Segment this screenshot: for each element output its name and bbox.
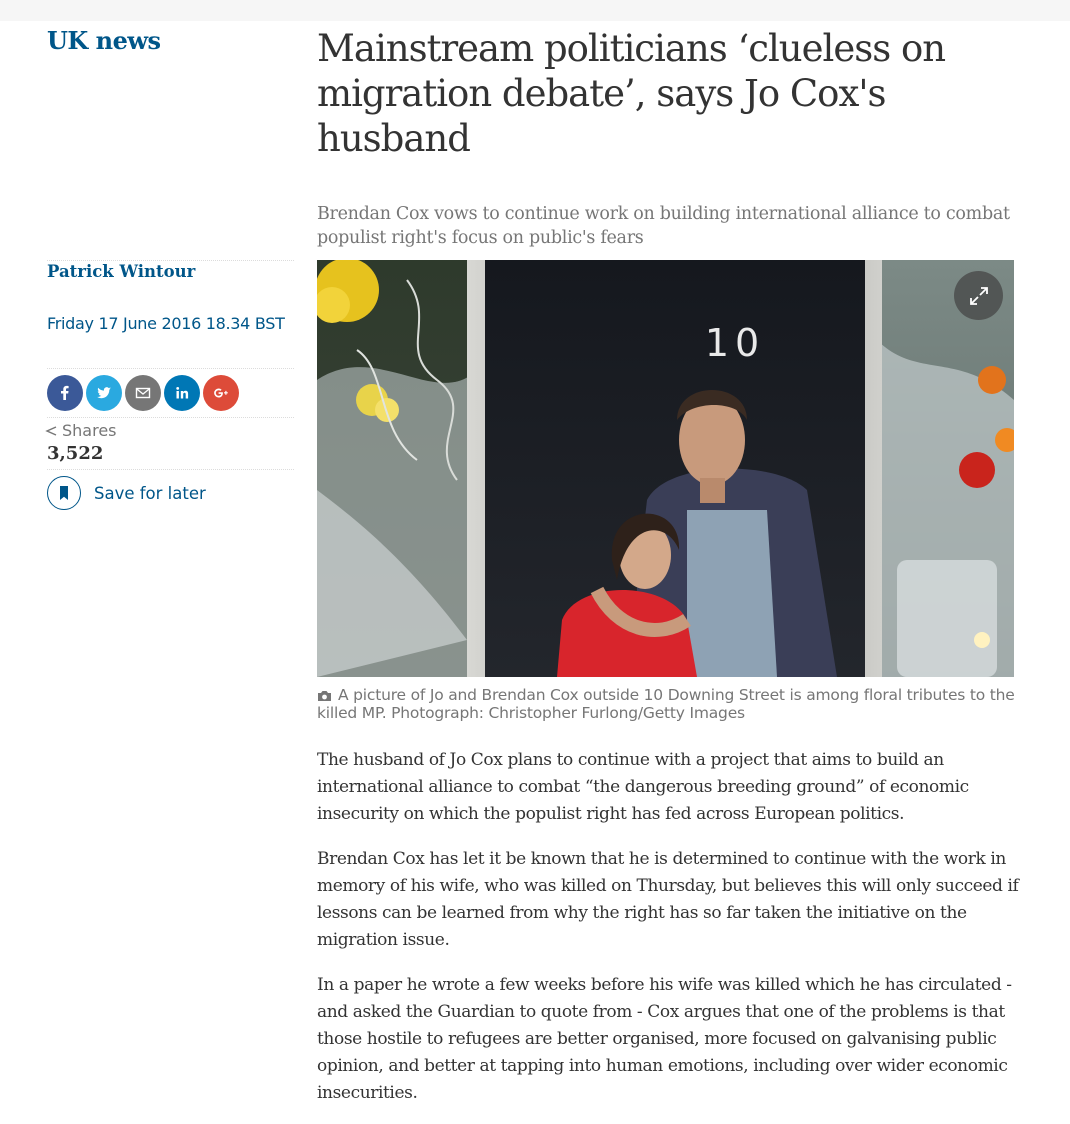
- facebook-share-button[interactable]: [47, 375, 83, 411]
- shares-label-text: Shares: [62, 421, 117, 440]
- article-main-image: [317, 260, 1014, 677]
- save-for-later-label: Save for later: [94, 483, 206, 503]
- shares-count: 3,522: [47, 443, 104, 464]
- divider: [47, 469, 294, 470]
- image-caption: [317, 686, 1017, 722]
- google-plus-share-button[interactable]: [203, 375, 239, 411]
- top-bar: [0, 0, 1070, 21]
- divider: [47, 417, 294, 418]
- article-standfirst: Brendan Cox vows to continue work on building international alliance to combat populist right's focus on public's fears: [317, 204, 1010, 248]
- facebook-icon: [55, 383, 75, 403]
- door-number: 10: [704, 321, 766, 365]
- body-paragraph: The husband of Jo Cox plans to continue with a project that aims to build an international alliance to combat “the dangerous breeding ground” of economic insecurity on which the populist right has fed across European politics.: [317, 750, 969, 824]
- email-share-button[interactable]: [125, 375, 161, 411]
- shares-label: [44, 421, 117, 440]
- expand-image-button[interactable]: [954, 271, 1003, 320]
- body-paragraph: In a paper he wrote a few weeks before his wife was killed which he has circulated - and asked the Guardian to quote from - Cox argues that one of the problems is that those hostile to refugees are better organised, more focused on galvanising public opinion, and better at tapping into human emotions, including over wider economic insecurities.: [317, 975, 1012, 1103]
- byline-author[interactable]: Patrick Wintour: [47, 262, 196, 281]
- bookmark-icon: [47, 476, 81, 510]
- expand-icon: [967, 284, 991, 308]
- linkedin-share-button[interactable]: [164, 375, 200, 411]
- image-caption-text: A picture of Jo and Brendan Cox outside 10 Downing Street is among floral tributes to the killed MP. Photograph: Christopher Furlong/Getty Images: [317, 686, 1015, 722]
- twitter-share-button[interactable]: [86, 375, 122, 411]
- photo-scene: [317, 260, 1014, 677]
- share-icon: [44, 424, 58, 438]
- google-plus-icon: [211, 383, 231, 403]
- save-for-later-button[interactable]: [47, 476, 206, 510]
- divider: [47, 260, 294, 261]
- email-icon: [133, 383, 153, 403]
- section-label[interactable]: UK news: [47, 26, 161, 55]
- body-paragraph: Brendan Cox has let it be known that he is determined to continue with the work in memory of his wife, who was killed on Thursday, but believes this will only succeed if lessons can be learned from why the right has so far taken the initiative on the migration issue.: [317, 849, 1019, 950]
- linkedin-icon: [172, 383, 192, 403]
- camera-icon: [317, 690, 332, 702]
- article-headline: Mainstream politicians ‘clueless on migration debate’, says Jo Cox's husband: [317, 27, 946, 160]
- twitter-icon: [94, 383, 114, 403]
- divider: [47, 368, 294, 369]
- publish-date: Friday 17 June 2016 18.34 BST: [47, 314, 285, 333]
- share-buttons: [47, 375, 239, 411]
